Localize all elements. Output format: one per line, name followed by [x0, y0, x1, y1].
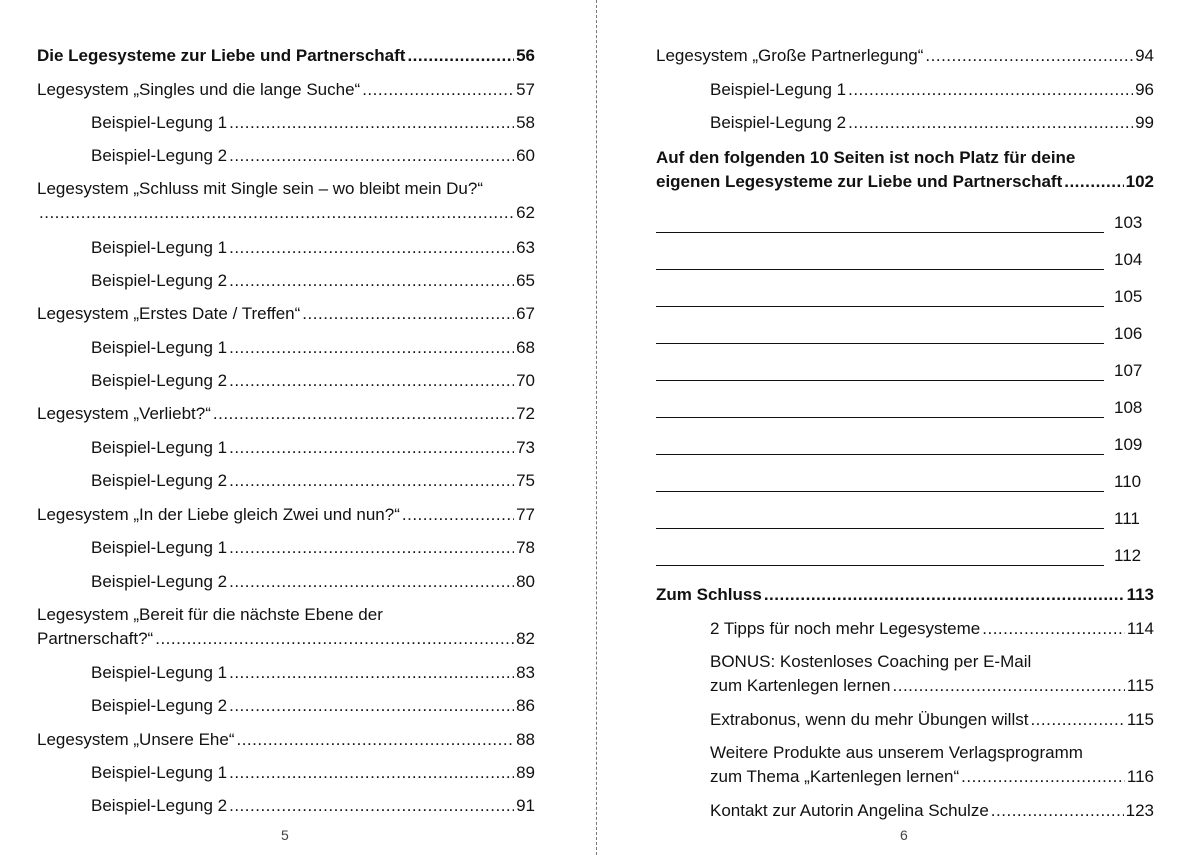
- toc-subentry[interactable]: [91, 761, 535, 785]
- toc-page-number: 78: [516, 538, 535, 557]
- toc-subentry[interactable]: [91, 661, 535, 685]
- toc-row: [91, 794, 535, 818]
- toc-page-number: 75: [516, 471, 535, 490]
- toc-title: Partnerschaft?“: [37, 629, 154, 648]
- toc-title: eigenen Legesysteme zur Liebe und Partnerschaft: [656, 172, 1063, 191]
- toc-leader-dots: [402, 503, 514, 527]
- toc-row: [37, 78, 535, 102]
- toc-page-number: 88: [516, 730, 535, 749]
- toc-row: [91, 661, 535, 685]
- toc-title: Beispiel-Legung 1: [91, 438, 228, 457]
- blank-entry-line[interactable]: [656, 306, 1104, 307]
- toc-subentry[interactable]: [710, 111, 1154, 135]
- toc-subentry[interactable]: [710, 708, 1154, 732]
- toc-row: [37, 627, 535, 651]
- blank-entry-page-number: 110: [1114, 472, 1142, 491]
- toc-row: [656, 44, 1154, 68]
- toc-subentry[interactable]: [710, 617, 1154, 641]
- toc-row: [91, 436, 535, 460]
- toc-row: [91, 536, 535, 560]
- toc-subentry[interactable]: [91, 794, 535, 818]
- toc-title: Legesystem „Unsere Ehe“: [37, 730, 235, 749]
- toc-leader-dots: [229, 144, 514, 168]
- toc-leader-dots: [229, 436, 514, 460]
- toc-title: Beispiel-Legung 2: [91, 572, 228, 591]
- toc-subentry[interactable]: [91, 536, 535, 560]
- toc-leader-dots: [229, 694, 514, 718]
- toc-entry[interactable]: [656, 44, 1154, 68]
- toc-title: Beispiel-Legung 1: [91, 338, 228, 357]
- blank-entry-line[interactable]: [656, 269, 1104, 270]
- toc-row: [91, 111, 535, 135]
- toc-page-number: 62: [516, 203, 535, 222]
- toc-row: [91, 269, 535, 293]
- toc-subentry[interactable]: [91, 469, 535, 493]
- toc-title: Beispiel-Legung 1: [91, 763, 228, 782]
- blank-entry-page-number: 103: [1114, 213, 1143, 232]
- toc-leader-dots: [39, 201, 514, 225]
- toc-title: Auf den folgenden 10 Seiten ist noch Platz für deine: [656, 148, 1076, 167]
- toc-subentry[interactable]: [91, 336, 535, 360]
- toc-leader-dots: [229, 236, 514, 260]
- toc-entry[interactable]: [37, 302, 535, 326]
- toc-page-number: 67: [516, 304, 535, 323]
- toc-row: [710, 765, 1154, 789]
- toc-title: Beispiel-Legung 1: [710, 80, 847, 99]
- toc-page-number: 58: [516, 113, 535, 132]
- toc-subentry[interactable]: [91, 570, 535, 594]
- toc-page-number: 99: [1135, 113, 1154, 132]
- blank-entry-line[interactable]: [656, 491, 1104, 492]
- toc-leader-dots: [236, 728, 514, 752]
- toc-entry[interactable]: [37, 44, 535, 68]
- toc-page-number: 82: [516, 629, 535, 648]
- toc-title: Beispiel-Legung 1: [91, 538, 228, 557]
- blank-entry-page-number: 108: [1114, 398, 1143, 417]
- right-page: [597, 0, 1191, 855]
- toc-row: [656, 170, 1154, 194]
- toc-page-number: 83: [516, 663, 535, 682]
- toc-leader-dots: [229, 336, 514, 360]
- toc-subentry[interactable]: [91, 694, 535, 718]
- toc-row: [91, 336, 535, 360]
- toc-leader-dots: [229, 536, 514, 560]
- blank-entry-page-number: 104: [1114, 250, 1143, 269]
- toc-leader-dots: [229, 794, 514, 818]
- toc-row: [37, 201, 535, 225]
- toc-title: Legesystem „Schluss mit Single sein – wo bleibt mein Du?“: [37, 179, 483, 198]
- page-number: 6: [900, 827, 908, 843]
- toc-row: [37, 402, 535, 426]
- toc-page-number: 91: [516, 796, 535, 815]
- toc-title: Kontakt zur Autorin Angelina Schulze: [710, 801, 989, 820]
- toc-title: Beispiel-Legung 1: [91, 663, 228, 682]
- toc-title: Beispiel-Legung 2: [91, 371, 228, 390]
- toc-title: Weitere Produkte aus unserem Verlagsprogramm: [710, 743, 1083, 762]
- toc-page-number: 114: [1126, 619, 1154, 638]
- toc-leader-dots: [229, 761, 514, 785]
- page-number: 5: [281, 827, 289, 843]
- toc-title: zum Thema „Kartenlegen lernen“: [710, 767, 960, 786]
- blank-entry-page-number: 112: [1114, 546, 1142, 565]
- toc-leader-dots: [213, 402, 514, 426]
- toc-leader-dots: [229, 369, 514, 393]
- toc-leader-dots: [229, 469, 514, 493]
- toc-title: Beispiel-Legung 2: [91, 146, 228, 165]
- toc-page-number: 60: [516, 146, 535, 165]
- toc-title: Zum Schluss: [656, 585, 762, 604]
- toc-page-number: 80: [516, 572, 535, 591]
- toc-title: Legesystem „Erstes Date / Treffen“: [37, 304, 301, 323]
- toc-row: [710, 617, 1154, 641]
- toc-row: [37, 44, 535, 68]
- toc-leader-dots: [893, 674, 1125, 698]
- toc-title: Beispiel-Legung 2: [91, 471, 228, 490]
- toc-leader-dots: [848, 78, 1133, 102]
- toc-entry[interactable]: [37, 603, 535, 651]
- toc-row: [710, 78, 1154, 102]
- toc-page-number: 65: [516, 271, 535, 290]
- toc-row: [37, 302, 535, 326]
- toc-title: Legesystem „Singles und die lange Suche“: [37, 80, 361, 99]
- toc-entry[interactable]: [37, 728, 535, 752]
- toc-subentry[interactable]: [91, 269, 535, 293]
- toc-leader-dots: [407, 44, 514, 68]
- toc-title: Beispiel-Legung 2: [91, 696, 228, 715]
- toc-entry[interactable]: [37, 177, 535, 225]
- toc-title: BONUS: Kostenloses Coaching per E-Mail: [710, 652, 1032, 671]
- toc-leader-dots: [1030, 708, 1124, 732]
- toc-leader-dots: [362, 78, 514, 102]
- toc-entry[interactable]: [37, 503, 535, 527]
- toc-subentry[interactable]: [91, 144, 535, 168]
- blank-entry-line[interactable]: [656, 343, 1104, 344]
- toc-subentry[interactable]: [710, 650, 1154, 698]
- toc-row: [710, 674, 1154, 698]
- toc-title: Die Legesysteme zur Liebe und Partnerschaft: [37, 46, 406, 65]
- toc-entry[interactable]: [37, 78, 535, 102]
- toc-subentry[interactable]: [710, 78, 1154, 102]
- toc-leader-dots: [302, 302, 514, 326]
- toc-entry[interactable]: [656, 583, 1154, 607]
- toc-title: zum Kartenlegen lernen: [710, 676, 891, 695]
- toc-subentry[interactable]: [91, 369, 535, 393]
- toc-leader-dots: [848, 111, 1133, 135]
- toc-page-number: 102: [1125, 172, 1154, 191]
- toc-entry[interactable]: [37, 402, 535, 426]
- toc-row: [710, 799, 1154, 823]
- toc-leader-dots: [982, 617, 1125, 641]
- toc-page-number: 89: [516, 763, 535, 782]
- blank-entry-page-number: 107: [1114, 361, 1143, 380]
- toc-title: Legesystem „Verliebt?“: [37, 404, 211, 423]
- toc-leader-dots: [991, 799, 1124, 823]
- toc-page-number: 115: [1126, 676, 1154, 695]
- blank-entry-line[interactable]: [656, 454, 1104, 455]
- blank-entry-line[interactable]: [656, 380, 1104, 381]
- toc-subentry[interactable]: [91, 236, 535, 260]
- toc-leader-dots: [229, 111, 514, 135]
- toc-page-number: 57: [516, 80, 535, 99]
- toc-row: [656, 583, 1154, 607]
- toc-title: Extrabonus, wenn du mehr Übungen willst: [710, 710, 1029, 729]
- toc-leader-dots: [1064, 170, 1123, 194]
- toc-page-number: 86: [516, 696, 535, 715]
- toc-title: Beispiel-Legung 2: [91, 796, 228, 815]
- toc-leader-dots: [764, 583, 1125, 607]
- blank-entry-line[interactable]: [656, 232, 1104, 233]
- toc-page-number: 115: [1126, 710, 1154, 729]
- toc-row: [37, 728, 535, 752]
- toc-title: Beispiel-Legung 2: [91, 271, 228, 290]
- toc-leader-dots: [229, 570, 514, 594]
- toc-subentry[interactable]: [91, 111, 535, 135]
- toc-entry[interactable]: [656, 146, 1154, 194]
- toc-subentry[interactable]: [91, 436, 535, 460]
- blank-entry-line[interactable]: [656, 565, 1104, 566]
- toc-page-number: 68: [516, 338, 535, 357]
- toc-page-number: 56: [516, 46, 535, 65]
- toc-subentry[interactable]: [710, 741, 1154, 789]
- toc-row: [710, 708, 1154, 732]
- toc-title: Beispiel-Legung 1: [91, 113, 228, 132]
- toc-row: [91, 694, 535, 718]
- blank-entry-page-number: 106: [1114, 324, 1143, 343]
- toc-row: [91, 761, 535, 785]
- blank-entry-line[interactable]: [656, 417, 1104, 418]
- toc-row: [91, 236, 535, 260]
- blank-entry-page-number: 105: [1114, 287, 1143, 306]
- toc-page-number: 70: [516, 371, 535, 390]
- toc-title: 2 Tipps für noch mehr Legesysteme: [710, 619, 981, 638]
- toc-page-number: 72: [516, 404, 535, 423]
- toc-title: Legesystem „In der Liebe gleich Zwei und nun?“: [37, 505, 400, 524]
- toc-page-number: 63: [516, 238, 535, 257]
- toc-page-number: 73: [516, 438, 535, 457]
- toc-page-number: 96: [1135, 80, 1154, 99]
- blank-entry-page-number: 109: [1114, 435, 1143, 454]
- toc-row: [91, 469, 535, 493]
- toc-title: Beispiel-Legung 2: [710, 113, 847, 132]
- toc-leader-dots: [155, 627, 514, 651]
- toc-row: [91, 144, 535, 168]
- toc-title: Beispiel-Legung 1: [91, 238, 228, 257]
- toc-row: [91, 369, 535, 393]
- toc-leader-dots: [229, 269, 514, 293]
- toc-leader-dots: [925, 44, 1133, 68]
- toc-row: [710, 111, 1154, 135]
- toc-page-number: 123: [1125, 801, 1154, 820]
- toc-page-number: 94: [1135, 46, 1154, 65]
- toc-row: [37, 503, 535, 527]
- toc-page-number: 116: [1126, 767, 1154, 786]
- toc-title: Legesystem „Bereit für die nächste Ebene der: [37, 605, 383, 624]
- toc-title: Legesystem „Große Partnerlegung“: [656, 46, 924, 65]
- toc-subentry[interactable]: [710, 799, 1154, 823]
- blank-entry-page-number: 111: [1114, 509, 1140, 528]
- toc-page-number: 113: [1126, 585, 1154, 604]
- toc-leader-dots: [229, 661, 514, 685]
- toc-row: [91, 570, 535, 594]
- toc-page-number: 77: [516, 505, 535, 524]
- blank-entry-line[interactable]: [656, 528, 1104, 529]
- toc-leader-dots: [961, 765, 1125, 789]
